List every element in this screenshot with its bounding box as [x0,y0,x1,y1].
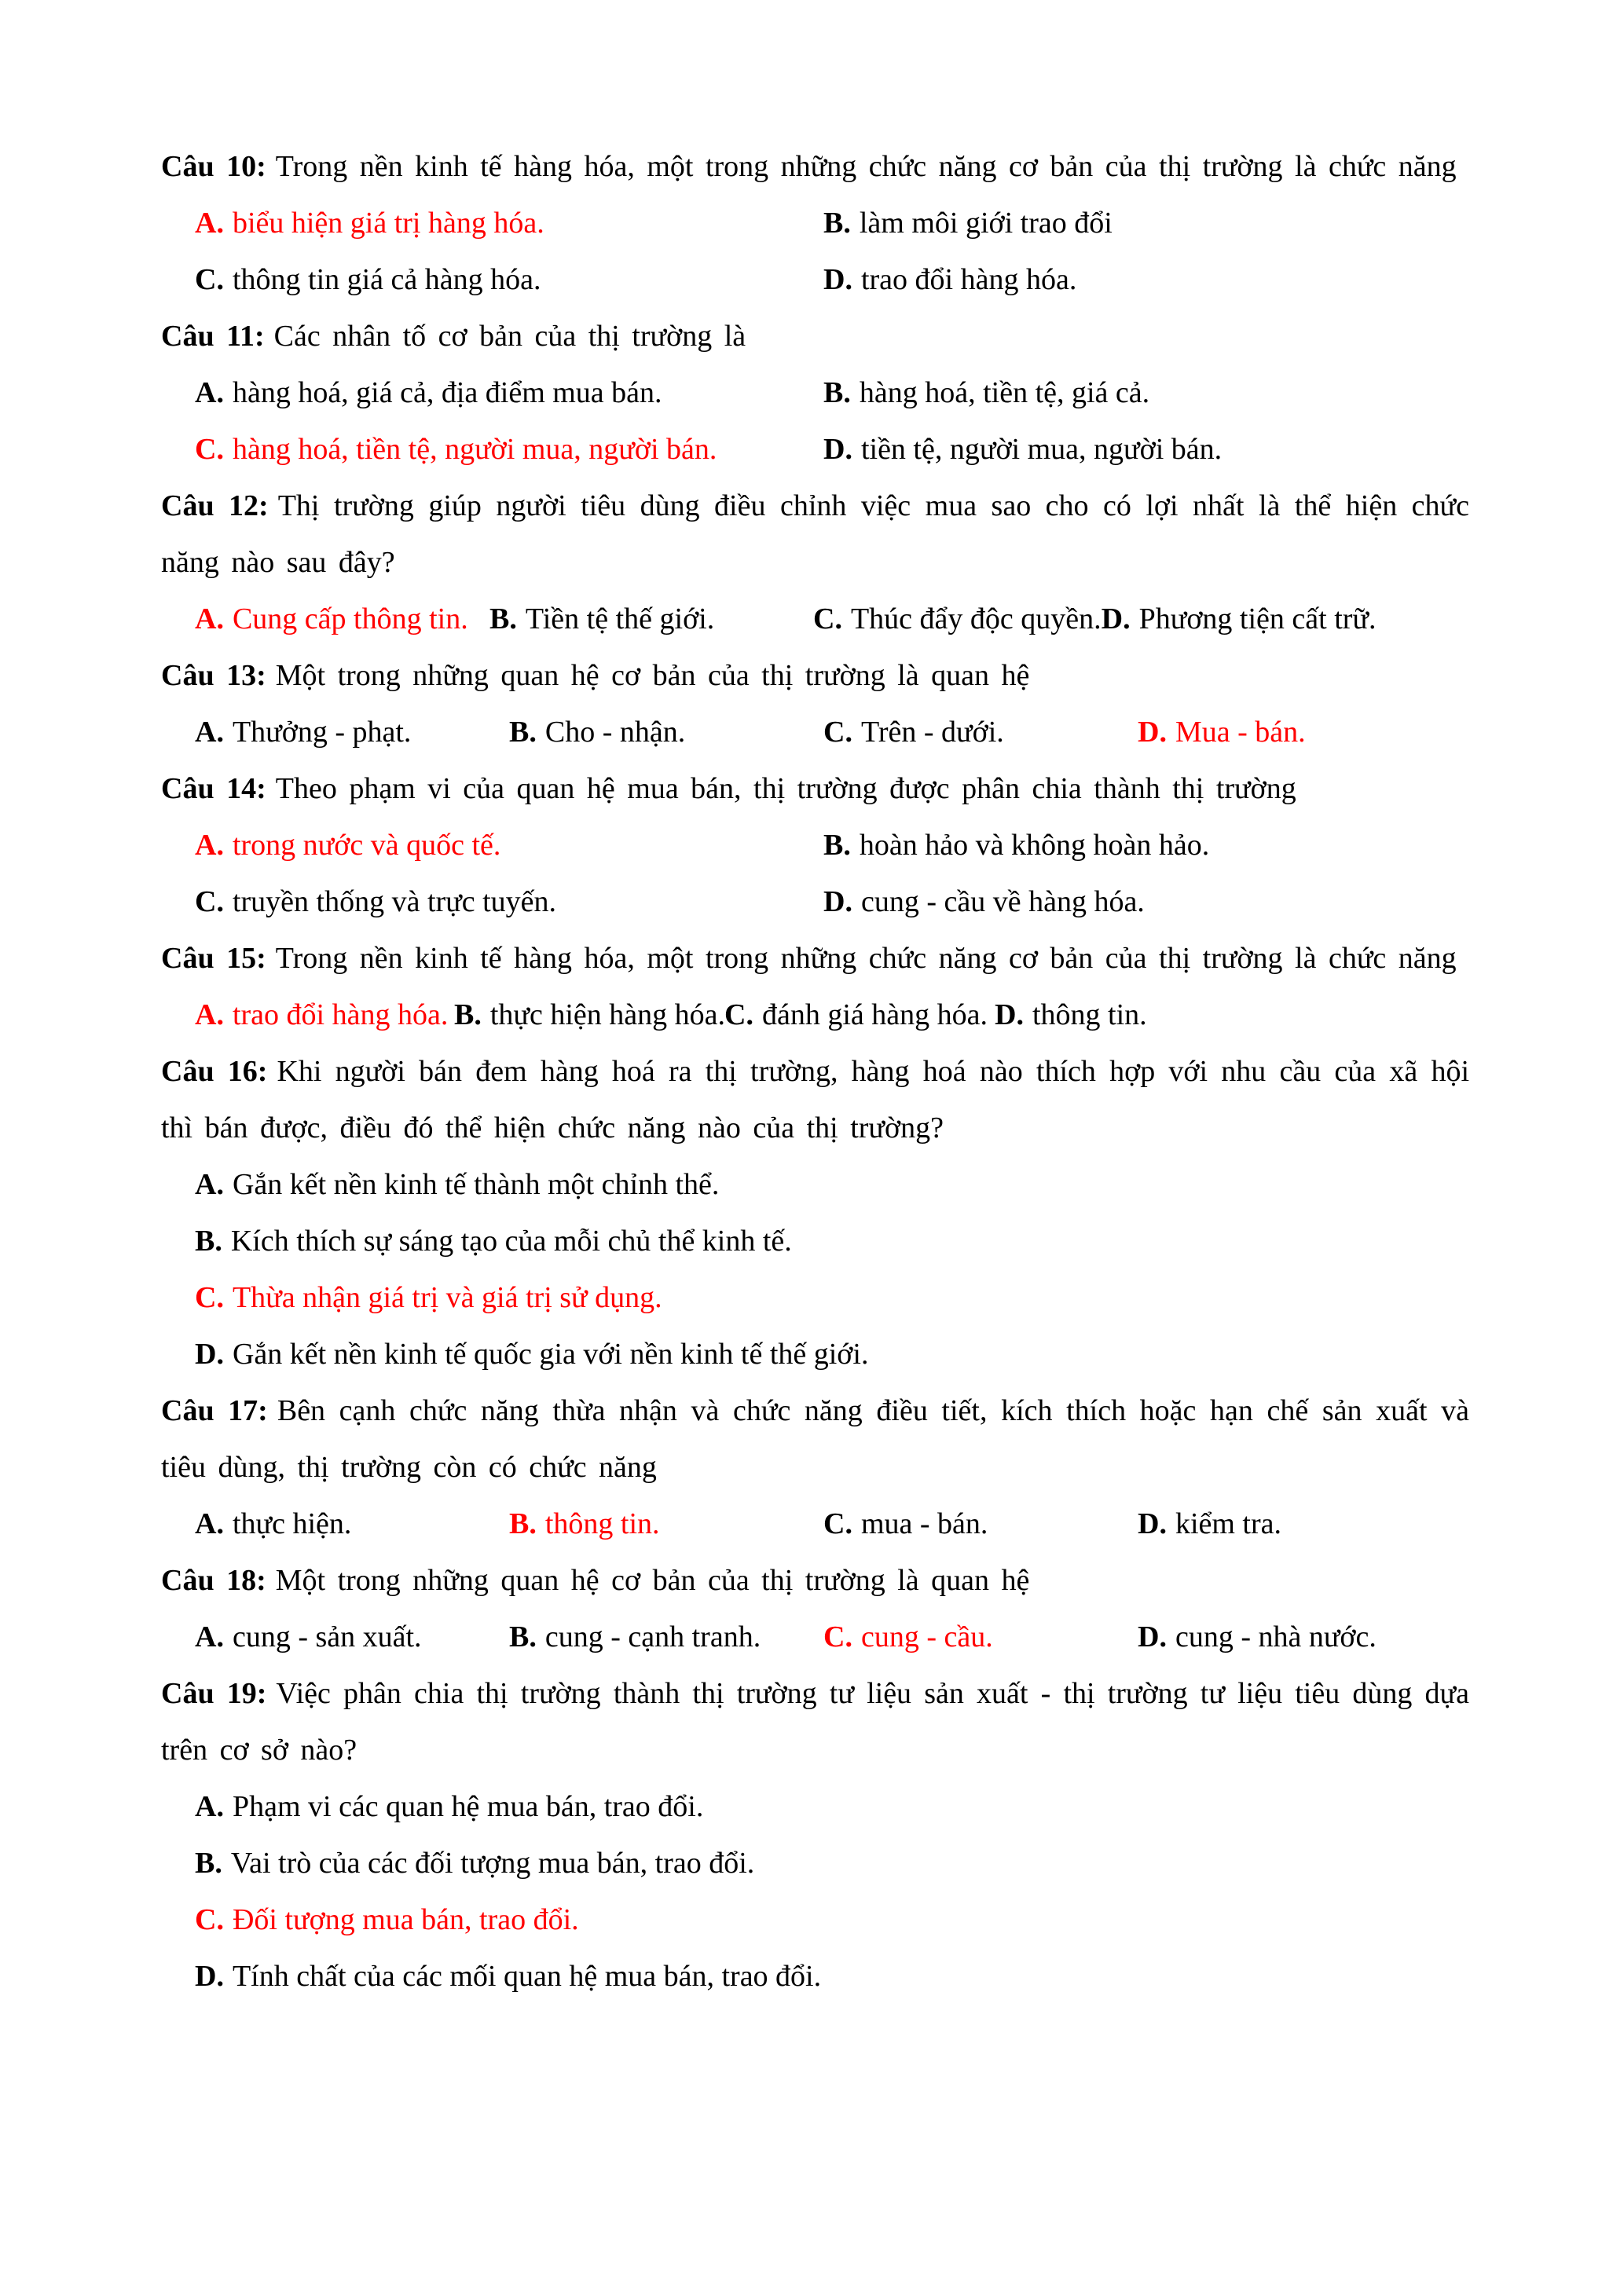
question-14 [161,760,1469,930]
option-c [195,1891,1469,1948]
option-letter: C. [195,1903,224,1936]
option-text: Đối tượng mua bán, trao đổi. [232,1903,579,1936]
option-text: trao đổi hàng hóa. [232,998,449,1031]
option-text: hoàn hảo và không hoàn hảo. [859,829,1210,862]
option-text: Thừa nhận giá trị và giá trị sử dụng. [232,1281,662,1314]
option-c [195,873,823,930]
option-text: Cung cấp thông tin. [232,602,468,635]
option-letter: A. [195,376,224,409]
options-row [161,987,1469,1043]
option-a [195,1778,1469,1835]
option-letter: C. [724,998,753,1031]
option-text: Thưởng - phạt. [232,716,412,749]
option-letter: A. [195,1620,224,1653]
question-12 [161,478,1469,647]
options-row [161,421,1469,478]
option-text: Gắn kết nền kinh tế thành một chỉnh thể. [232,1168,720,1201]
options-row [161,817,1469,873]
option-letter: C. [813,602,842,635]
question-stem-text: Theo phạm vi của quan hệ mua bán, thị trường được phân chia thành thị trường [275,772,1296,805]
question-number: Câu 15: [161,942,266,975]
option-letter: D. [1138,716,1167,749]
option-text: truyền thống và trực tuyến. [232,885,557,918]
option-letter: D. [195,1338,224,1371]
question-16 [161,1043,1469,1382]
question-number: Câu 12: [161,489,269,522]
question-stem [161,930,1469,987]
options-row [161,873,1469,930]
option-b [509,1496,823,1552]
option-b [823,195,1113,251]
option-text: hàng hoá, tiền tệ, người mua, người bán. [232,433,717,466]
question-stem [161,1552,1469,1609]
option-a [195,195,823,251]
question-stem [161,760,1469,817]
option-a [195,1609,509,1665]
option-letter: A. [195,716,224,749]
question-number: Câu 16: [161,1055,268,1088]
option-text: Kích thích sự sáng tạo của mỗi chủ thể kinh tế. [230,1225,792,1258]
question-stem-text: Việc phân chia thị trường thành thị trường tư liệu sản xuất - thị trường tư liệu tiêu dùng dựa trên cơ sở nào? [161,1677,1470,1767]
options-row [161,704,1469,760]
option-text: tiền tệ, người mua, người bán. [860,433,1223,466]
option-b [823,364,1149,421]
question-stem-text: Một trong những quan hệ cơ bản của thị trường là quan hệ [275,1564,1030,1597]
option-letter: C. [195,263,224,296]
option-text: Tiền tệ thế giới. [525,602,715,635]
option-letter: B. [489,602,517,635]
option-letter: C. [195,433,224,466]
option-d [823,251,1076,308]
question-number: Câu 13: [161,659,266,692]
options-row [161,251,1469,308]
option-text: thực hiện. [232,1507,352,1540]
option-a [195,1156,1469,1213]
option-letter: A. [195,1790,224,1823]
option-b [195,1213,1469,1269]
question-stem [161,1665,1469,1778]
options-list [161,1778,1469,2005]
option-text: Phạm vi các quan hệ mua bán, trao đổi. [232,1790,704,1823]
question-stem-text: Trong nền kinh tế hàng hóa, một trong những chức năng cơ bản của thị trường là chức năng [275,150,1457,183]
question-number: Câu 11: [161,320,265,353]
option-text: Phương tiện cất trữ. [1138,602,1377,635]
option-text: Mua - bán. [1175,716,1306,749]
question-stem [161,478,1469,591]
option-text: trong nước và quốc tế. [232,829,501,862]
option-letter: B. [823,376,851,409]
option-text: hàng hoá, giá cả, địa điểm mua bán. [232,376,662,409]
option-letter: B. [509,716,537,749]
option-letter: D. [995,998,1024,1031]
option-c [823,704,1138,760]
option-b [509,704,823,760]
question-number: Câu 18: [161,1564,266,1597]
option-a [195,591,489,647]
option-text: thông tin. [544,1507,660,1540]
option-letter: D. [1138,1620,1167,1653]
option-d [823,873,1145,930]
question-stem-text: Một trong những quan hệ cơ bản của thị trường là quan hệ [275,659,1030,692]
option-text: làm môi giới trao đổi [859,207,1113,240]
question-number: Câu 19: [161,1677,267,1710]
question-19 [161,1665,1469,2005]
question-stem [161,1382,1469,1496]
option-letter: D. [823,433,852,466]
option-text: cung - nhà nước. [1175,1620,1377,1653]
option-letter: D. [195,1960,224,1993]
option-letter: A. [195,1507,224,1540]
options-list [161,1156,1469,1382]
option-text: trao đổi hàng hóa. [860,263,1077,296]
option-d [195,1948,1469,2005]
option-text: Thúc đẩy độc quyền. [850,602,1102,635]
option-letter: D. [1138,1507,1167,1540]
option-text: Vai trò của các đối tượng mua bán, trao đổi. [230,1847,755,1880]
options-row [161,195,1469,251]
option-text: cung - cầu. [860,1620,993,1653]
option-d [823,421,1222,478]
option-d [1138,1496,1281,1552]
option-c [813,591,1102,647]
option-text: mua - bán. [860,1507,988,1540]
question-stem-text: Trong nền kinh tế hàng hóa, một trong những chức năng cơ bản của thị trường là chức năng [275,942,1457,975]
option-d [1102,591,1377,647]
option-letter: B. [195,1847,222,1880]
quiz-content [161,138,1469,2005]
option-d [1138,704,1306,760]
option-text: thực hiện hàng hóa. [489,998,726,1031]
option-letter: B. [823,829,851,862]
option-letter: C. [823,1507,852,1540]
question-15 [161,930,1469,1043]
option-d [995,987,1147,1043]
option-letter: B. [509,1507,537,1540]
question-stem [161,138,1469,195]
question-18 [161,1552,1469,1665]
question-10 [161,138,1469,308]
question-11 [161,308,1469,478]
question-17 [161,1382,1469,1552]
question-stem-text: Khi người bán đem hàng hoá ra thị trường, hàng hoá nào thích hợp với nhu cầu của xã hội thì bán được, điều đó thể hiện chức năng nào của thị trường? [161,1055,1470,1144]
question-stem-text: Bên cạnh chức năng thừa nhận và chức năng điều tiết, kích thích hoặc hạn chế sản xuất và tiêu dùng, thị trường còn có chức năng [161,1394,1469,1484]
options-row [161,1496,1469,1552]
option-d [1138,1609,1377,1665]
option-b [509,1609,823,1665]
option-letter: D. [823,263,852,296]
option-text: hàng hoá, tiền tệ, giá cả. [859,376,1150,409]
options-row [161,364,1469,421]
option-c [724,987,995,1043]
question-stem-text: Các nhân tố cơ bản của thị trường là [273,320,746,353]
option-letter: A. [195,207,224,240]
option-c [195,251,823,308]
options-row [161,1609,1469,1665]
option-a [195,1496,509,1552]
option-c [823,1496,1138,1552]
option-letter: C. [823,1620,852,1653]
option-text: Cho - nhận. [544,716,686,749]
options-row [161,591,1469,647]
option-letter: B. [823,207,851,240]
option-letter: B. [454,998,482,1031]
option-a [195,987,454,1043]
option-letter: B. [195,1225,222,1258]
option-b [454,987,724,1043]
option-letter: A. [195,998,224,1031]
option-letter: C. [195,1281,224,1314]
option-text: cung - cầu về hàng hóa. [860,885,1145,918]
question-number: Câu 10: [161,150,266,183]
option-letter: B. [509,1620,537,1653]
option-b [195,1835,1469,1891]
option-letter: A. [195,602,224,635]
question-stem [161,308,1469,364]
option-text: đánh giá hàng hóa. [761,998,988,1031]
option-text: cung - cạnh tranh. [544,1620,761,1653]
option-d [195,1326,1469,1382]
option-c [823,1609,1138,1665]
option-c [195,421,823,478]
question-number: Câu 17: [161,1394,268,1427]
option-letter: C. [823,716,852,749]
option-letter: C. [195,885,224,918]
option-text: thông tin. [1032,998,1147,1031]
question-number: Câu 14: [161,772,266,805]
option-a [195,704,509,760]
option-b [823,817,1209,873]
option-letter: A. [195,829,224,862]
option-b [489,591,813,647]
option-letter: A. [195,1168,224,1201]
option-text: Tính chất của các mối quan hệ mua bán, trao đổi. [232,1960,822,1993]
question-stem [161,647,1469,704]
option-text: Gắn kết nền kinh tế quốc gia với nền kinh tế thế giới. [232,1338,869,1371]
option-letter: D. [823,885,852,918]
option-text: biểu hiện giá trị hàng hóa. [232,207,544,240]
option-text: Trên - dưới. [860,716,1004,749]
question-stem [161,1043,1469,1156]
option-letter: D. [1101,602,1131,635]
option-a [195,817,823,873]
option-a [195,364,823,421]
option-text: cung - sản xuất. [232,1620,422,1653]
question-13 [161,647,1469,760]
option-text: kiểm tra. [1175,1507,1282,1540]
option-text: thông tin giá cả hàng hóa. [232,263,541,296]
option-c [195,1269,1469,1326]
question-stem-text: Thị trường giúp người tiêu dùng điều chỉnh việc mua sao cho có lợi nhất là thể hiện chức năng nào sau đây? [161,489,1470,579]
